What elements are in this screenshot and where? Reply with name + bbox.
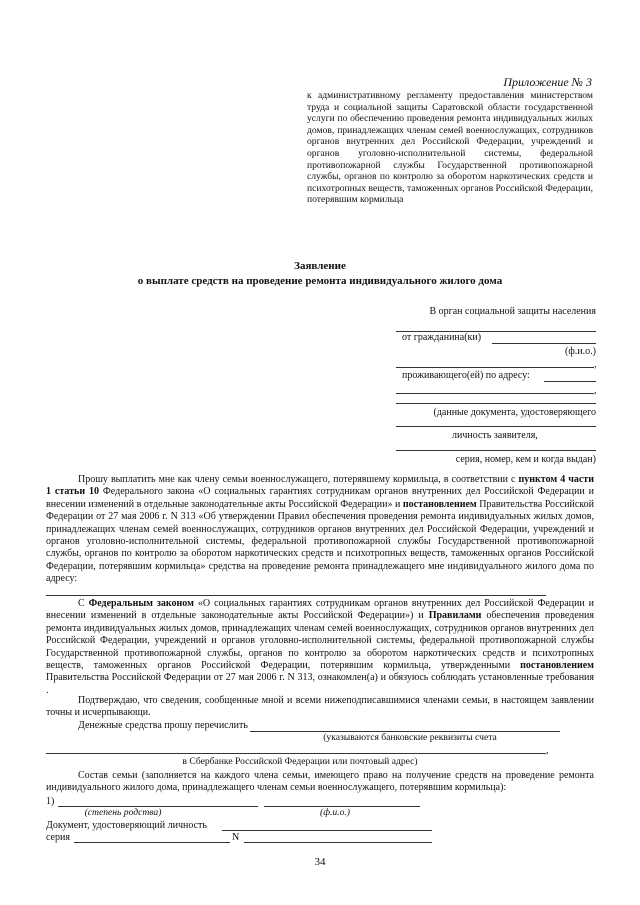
p2-bold-2: Правилами (428, 610, 482, 622)
document-title: Заявление (294, 260, 346, 272)
addressee-from-line[interactable] (492, 343, 596, 344)
addressee-comma-2: , (594, 385, 597, 396)
addressee-doc-label: (данные документа, удостоверяющего (433, 407, 596, 418)
appendix-text: к административному регламенту предоставления министерством труда и социальной защиты Саратовской области государственной услуги по обеспечению проведения ремонта индивидуальных жилых домов, принадлежащих членам семей военнослужащих, сотрудников органов внутренних дел Российской Федерации, учреждений и органов уголовно-исполнительной системы, федеральной противопожарной службы Государственной противопожарной службы, органов по контролю за оборотом наркотических средств и психотропных веществ, таможенных органов Российской Федерации, потерявшим кормильца (307, 90, 593, 206)
addressee-line-5[interactable] (396, 426, 596, 427)
paragraph-confirm: Подтверждаю, что сведения, сообщенные мной и всеми нижеподписавшимися членами семьи, в настоящем заявлении точны и исчерпывающи. (46, 695, 594, 719)
bank-line[interactable] (46, 753, 546, 754)
addressee-from-label: от гражданина(ки) (402, 332, 482, 343)
degree-label: (степень родства) (84, 807, 162, 818)
identity-doc-line[interactable] (222, 830, 432, 831)
paragraph-acknowledge (46, 598, 594, 697)
identity-doc-label: Документ, удостоверяющий личность (46, 820, 207, 831)
bank-requisites-label: (указываются банковские реквизиты счета (323, 732, 497, 743)
p1-start: Прошу выплатить мне как члену семьи военнослужащего, потерявшему кормильца, в соответствии с (78, 474, 519, 485)
series-label: серия (46, 832, 70, 843)
fio-label: (ф.и.о.) (320, 807, 350, 818)
p2-bold-3: постановлением (520, 660, 594, 672)
addressee-residing-line[interactable] (544, 381, 596, 382)
addressee-line-6[interactable] (396, 450, 596, 451)
document-subtitle: о выплате средств на проведение ремонта индивидуального жилого дома (137, 275, 503, 287)
p1-mid: Федерального закона «О социальных гарантиях сотрудникам органов внутренних дел Российской Федерации и внесении изменений в отдельные законодательные акты Российской Федерации» и (46, 486, 594, 510)
p2-start: С (78, 598, 89, 609)
addressee-comma-1: , (594, 359, 597, 370)
p1-bold-1: пунктом 4 части 1 статьи 10 (46, 474, 594, 498)
addressee-identity-label: личность заявителя, (452, 430, 538, 441)
number-label: N (232, 832, 240, 843)
transfer-label: Денежные средства прошу перечислить (78, 720, 248, 731)
item-1-label: 1) (46, 796, 55, 807)
addressee-residing-label: проживающего(ей) по адресу: (402, 370, 530, 381)
p1-bold-2: постановлением (402, 498, 477, 510)
p2-mid: «О социальных гарантиях сотрудникам органов внутренних дел Российской Федерации и внесении изменений в отдельные законодательные акты Российской Федерации») и (46, 598, 594, 622)
addressee-line-2[interactable] (396, 367, 594, 368)
address-line[interactable] (46, 595, 546, 596)
p1-end: Правительства Российской Федерации от 27 мая 2006 г. N 313 «Об утверждении Правил обеспечения проведения ремонта индивидуальных жилых домов, принадлежащих членам семей военнослужащих, сотрудников органов внутренних дел Российской Федерации, учреждений и органов уголовно-исполнительной системы, федеральной противопожарной службы Государственной противопожарной службы, органов по контролю за оборотом наркотических средств и психотропных веществ, таможенных органов Российской Федерации, потерявшим кормильца» средства на проведение ремонта принадлежащего мне индивидуального жилого дома по адресу: (46, 498, 594, 585)
addressee-line-3[interactable] (396, 393, 594, 394)
page-number: 34 (314, 856, 326, 868)
appendix-title: Приложение № 3 (503, 75, 592, 89)
series-line[interactable] (74, 842, 230, 843)
addressee-fio-label: (ф.и.о.) (565, 346, 596, 357)
number-line[interactable] (244, 842, 432, 843)
bank-label: в Сбербанке Российской Федерации или почтовый адрес) (182, 756, 418, 767)
addressee-line-4[interactable] (396, 403, 596, 404)
p2-bold-1: Федеральным законом (88, 598, 194, 609)
p2-end: Правительства Российской Федерации от 27 мая 2006 г. N 313, ознакомлен(а) и обязуюсь соблюдать установленные требования . (46, 672, 594, 696)
addressee-to: В орган социальной защиты населения (429, 306, 596, 317)
bank-comma: , (546, 745, 549, 756)
paragraph-request (46, 474, 594, 586)
paragraph-family: Состав семьи (заполняется на каждого члена семьи, имеющего право на получение средств на проведение ремонта индивидуального жилого дома, принадлежащего членам семьи военнослужащего, потерявшим кормильца): (46, 770, 594, 794)
addressee-series-label: серия, номер, кем и когда выдан) (455, 454, 596, 465)
p2-mid2: обеспечения проведения ремонта индивидуальных жилых домов, принадлежащих членам семей военнослужащих, сотрудников органов внутренних дел Российской Федерации, учреждений и органов уголовно-исполнительной системы, федеральной противопожарной службы Государственной противопожарной службы, органов по контролю за оборотом наркотических средств и психотропных веществ, таможенных органов Российской Федерации, потерявшим кормильца, утвержденными (46, 610, 595, 672)
